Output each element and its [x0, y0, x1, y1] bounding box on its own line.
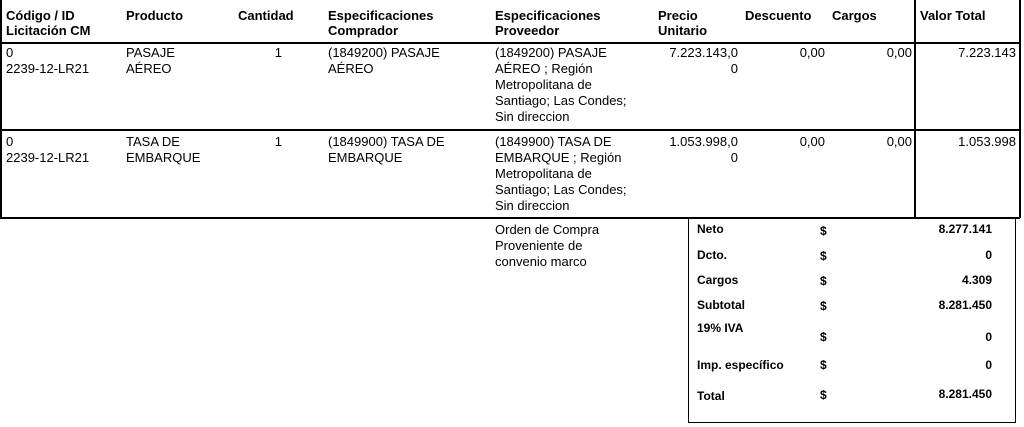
totals-cargos-label: Cargos — [697, 273, 739, 287]
row1-cargos: 0,00 — [886, 45, 912, 60]
row2-producto: TASA DE EMBARQUE — [126, 134, 201, 165]
header-valor-total: Valor Total — [920, 8, 986, 23]
totals-neto-value: 8.277.141 — [938, 222, 992, 236]
totals-total-currency: $ — [820, 388, 827, 402]
header-producto: Producto — [126, 8, 184, 23]
header-especificaciones-proveedor: Especificaciones Proveedor — [495, 8, 601, 38]
totals-neto-label: Neto — [697, 222, 724, 236]
totals-imp-especifico-currency: $ — [820, 358, 827, 372]
row2-especificaciones-proveedor: (1849900) TASA DE EMBARQUE ; Región Metropolitana de Santiago; Las Condes; Sin direccion — [495, 134, 627, 213]
row1-especificaciones-comprador: (1849200) PASAJE AÉREO — [328, 45, 440, 76]
valor-total-divider — [914, 0, 916, 218]
header-cantidad: Cantidad — [238, 8, 294, 23]
totals-iva-label: 19% IVA — [697, 321, 744, 335]
row2-descuento: 0,00 — [799, 134, 825, 149]
row-divider — [0, 129, 1020, 131]
row1-valor-total: 7.223.143 — [958, 45, 1016, 60]
totals-neto-currency: $ — [820, 224, 827, 238]
totals-iva-value: 0 — [985, 330, 992, 344]
totals-imp-especifico-value: 0 — [985, 358, 992, 372]
totals-dcto-currency: $ — [820, 249, 827, 263]
totals-cargos-currency: $ — [820, 274, 827, 288]
row2-cantidad: 1 — [274, 134, 282, 149]
row2-valor-total: 1.053.998 — [958, 134, 1016, 149]
header-divider — [0, 42, 1020, 44]
row1-especificaciones-proveedor: (1849200) PASAJE AÉREO ; Región Metropolitana de Santiago; Las Condes; Sin direccion — [495, 45, 627, 124]
header-codigo: Código / ID Licitación CM — [6, 8, 91, 38]
totals-iva-currency: $ — [820, 330, 827, 344]
totals-subtotal-label: Subtotal — [697, 298, 745, 312]
totals-dcto-value: 0 — [985, 248, 992, 262]
header-cargos: Cargos — [832, 8, 877, 23]
row1-codigo: 0 2239-12-LR21 — [6, 45, 90, 76]
header-descuento: Descuento — [745, 8, 812, 23]
row1-producto: PASAJE AÉREO — [126, 45, 175, 76]
row2-cargos: 0,00 — [886, 134, 912, 149]
row2-especificaciones-comprador: (1849900) TASA DE EMBARQUE — [328, 134, 445, 165]
row1-descuento: 0,00 — [799, 45, 825, 60]
totals-dcto-label: Dcto. — [697, 248, 727, 262]
totals-imp-especifico-label: Imp. específico — [697, 358, 784, 372]
totals-total-label: Total — [697, 389, 725, 403]
header-especificaciones-comprador: Especificaciones Comprador — [328, 8, 434, 38]
totals-total-value: 8.281.450 — [938, 387, 992, 401]
row1-precio-unitario: 7.223.143,0 0 — [669, 45, 738, 76]
order-origin-note: Orden de Compra Proveniente de convenio marco — [495, 222, 600, 269]
totals-cargos-value: 4.309 — [961, 273, 992, 287]
table-left-border — [0, 0, 2, 218]
row2-precio-unitario: 1.053.998,0 0 — [669, 134, 738, 165]
row2-codigo: 0 2239-12-LR21 — [6, 134, 90, 165]
header-precio-unitario: Precio Unitario — [658, 8, 708, 38]
row1-cantidad: 1 — [274, 45, 282, 60]
table-right-border — [1019, 0, 1021, 218]
totals-subtotal-currency: $ — [820, 299, 827, 313]
totals-subtotal-value: 8.281.450 — [938, 298, 992, 312]
